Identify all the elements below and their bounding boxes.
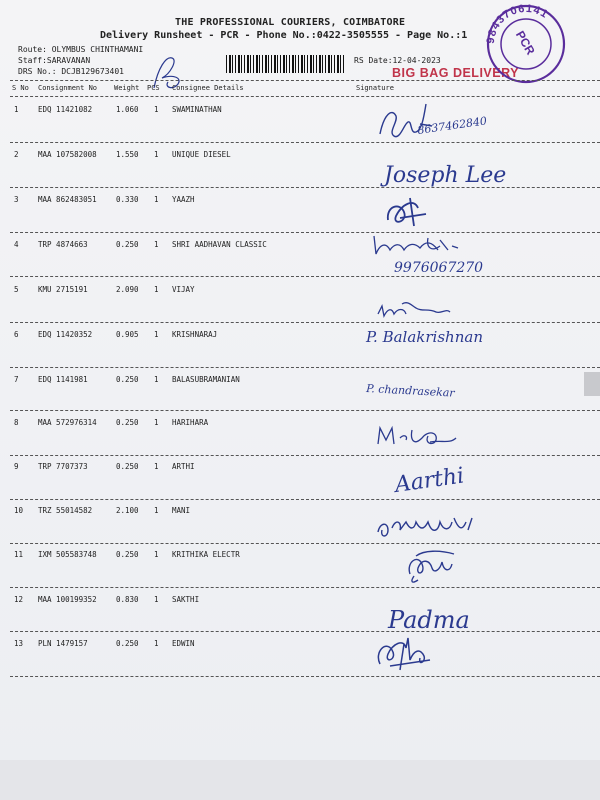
- row-consignee: HARIHARA: [172, 418, 209, 427]
- row-consignment-no: EDQ 1141981: [38, 375, 88, 384]
- signature-row-4: [368, 230, 518, 278]
- row-weight: 2.100: [116, 506, 139, 515]
- signature-row-2: [380, 148, 540, 194]
- row-weight: 0.250: [116, 375, 139, 384]
- row-separator: [10, 543, 600, 544]
- column-weight: Weight: [114, 84, 140, 92]
- row-consignee: BALASUBRAMANIAN: [172, 375, 240, 384]
- row-pcs: 1: [154, 462, 159, 471]
- row-consignment-no: MAA 862483051: [38, 195, 97, 204]
- signature-row-12-text: Padma: [388, 606, 470, 634]
- row-consignee: KRISHNARAJ: [172, 330, 218, 339]
- signature-row-9-text: Aarthi: [393, 463, 466, 498]
- row-consignment-no: TRP 4874663: [38, 240, 88, 249]
- row-weight: 0.250: [116, 639, 139, 648]
- big-bag-delivery-badge: BIG BAG DELIVERY: [392, 66, 519, 80]
- row-consignee: VIJAY: [172, 285, 195, 294]
- pcr-stamp: [478, 0, 574, 96]
- row-weight: 0.250: [116, 462, 139, 471]
- signature-row-7: [362, 372, 502, 402]
- barcode: [226, 55, 344, 73]
- row-consignment-no: IXM 505583748: [38, 550, 97, 559]
- row-weight: 0.330: [116, 195, 139, 204]
- row-consignment-no: MAA 107582008: [38, 150, 97, 159]
- signature-row-8: [372, 418, 462, 452]
- row-sno: 12: [14, 595, 24, 604]
- row-consignee: UNIQUE DIESEL: [172, 150, 231, 159]
- scan-shadow-right: [584, 372, 600, 396]
- row-pcs: 1: [154, 240, 159, 249]
- row-consignment-no: PLN 1479157: [38, 639, 88, 648]
- route-label: Route: OLYMBUS CHINTHAMANI: [18, 45, 144, 54]
- document-title: THE PROFESSIONAL COURIERS, COIMBATORE: [175, 17, 406, 28]
- row-weight: 0.250: [116, 550, 139, 559]
- row-separator: [10, 367, 600, 368]
- row-consignment-no: TRZ 55014582: [38, 506, 93, 515]
- row-consignment-no: MAA 572976314: [38, 418, 97, 427]
- signature-row-13: [370, 630, 440, 678]
- row-pcs: 1: [154, 375, 159, 384]
- row-pcs: 1: [154, 550, 159, 559]
- signature-row-3: [382, 192, 432, 232]
- stamp-code: PCR: [512, 28, 538, 58]
- row-pcs: 1: [154, 639, 159, 648]
- row-pcs: 1: [154, 150, 159, 159]
- row-consignee: SAKTHI: [172, 595, 200, 604]
- staff-label: Staff:SARAVANAN: [18, 56, 91, 65]
- row-sno: 13: [14, 639, 24, 648]
- row-consignment-no: EDQ 11420352: [38, 330, 93, 339]
- row-pcs: 1: [154, 195, 159, 204]
- row-sno: 10: [14, 506, 24, 515]
- signature-row-6: [360, 318, 560, 352]
- row-separator: [10, 410, 600, 411]
- signature-row-9: [390, 460, 510, 504]
- rs-date: RS Date:12-04-2023: [354, 56, 441, 65]
- row-consignment-no: TRP 7707373: [38, 462, 88, 471]
- row-sno: 6: [14, 330, 19, 339]
- row-weight: 2.090: [116, 285, 139, 294]
- signature-row-1: [370, 94, 530, 146]
- row-sno: 4: [14, 240, 19, 249]
- signature-row-2-text: Joseph Lee: [384, 163, 507, 188]
- column-pcs: PCS: [147, 84, 160, 92]
- row-consignment-no: EDQ 11421082: [38, 105, 93, 114]
- row-separator: [10, 676, 600, 677]
- stamp-number: 9843706141: [484, 2, 551, 45]
- row-weight: 0.250: [116, 240, 139, 249]
- drs-number: DRS No.: DCJB129673401: [18, 67, 124, 76]
- row-sno: 7: [14, 375, 19, 384]
- signature-row-4-phone: 9976067270: [394, 260, 484, 276]
- row-consignee: YAAZH: [172, 195, 195, 204]
- row-separator: [10, 587, 600, 588]
- row-sno: 9: [14, 462, 19, 471]
- row-pcs: 1: [154, 330, 159, 339]
- row-consignee: KRITHIKA ELECTR: [172, 550, 240, 559]
- row-consignment-no: KMU 2715191: [38, 285, 88, 294]
- row-separator: [10, 499, 600, 500]
- row-pcs: 1: [154, 285, 159, 294]
- row-consignment-no: MAA 100199352: [38, 595, 97, 604]
- row-consignee: SHRI AADHAVAN CLASSIC: [172, 240, 267, 249]
- document-subtitle: Delivery Runsheet - PCR - Phone No.:0422-3505555 - Page No.:1: [100, 30, 468, 41]
- column-consignment: Consignment No: [38, 84, 98, 92]
- row-separator: [10, 631, 600, 632]
- scan-bottom-margin: [0, 760, 600, 800]
- row-pcs: 1: [154, 418, 159, 427]
- row-pcs: 1: [154, 105, 159, 114]
- row-sno: 11: [14, 550, 24, 559]
- row-consignee: EDWIN: [172, 639, 195, 648]
- row-weight: 1.550: [116, 150, 139, 159]
- row-sno: 5: [14, 285, 19, 294]
- row-weight: 0.250: [116, 418, 139, 427]
- row-sno: 1: [14, 105, 19, 114]
- row-consignee: ARTHI: [172, 462, 195, 471]
- signature-row-1-phone: 8637462840: [416, 114, 488, 137]
- header-top-rule: [10, 80, 600, 81]
- signature-row-6-text: P. Balakrishnan: [366, 328, 483, 346]
- row-weight: 1.060: [116, 105, 139, 114]
- column-signature: Signature: [356, 84, 394, 92]
- column-sno: S No: [12, 84, 29, 92]
- signature-row-10: [372, 508, 492, 548]
- row-sno: 8: [14, 418, 19, 427]
- row-sno: 3: [14, 195, 19, 204]
- row-separator: [10, 455, 600, 456]
- row-weight: 0.830: [116, 595, 139, 604]
- signature-row-7-text: P. chandrasekar: [365, 382, 455, 400]
- row-weight: 0.905: [116, 330, 139, 339]
- row-consignee: MANI: [172, 506, 191, 515]
- row-pcs: 1: [154, 595, 159, 604]
- column-consignee: Consignee Details: [172, 84, 244, 92]
- row-consignee: SWAMINATHAN: [172, 105, 222, 114]
- signature-row-11: [404, 546, 464, 586]
- row-pcs: 1: [154, 506, 159, 515]
- row-sno: 2: [14, 150, 19, 159]
